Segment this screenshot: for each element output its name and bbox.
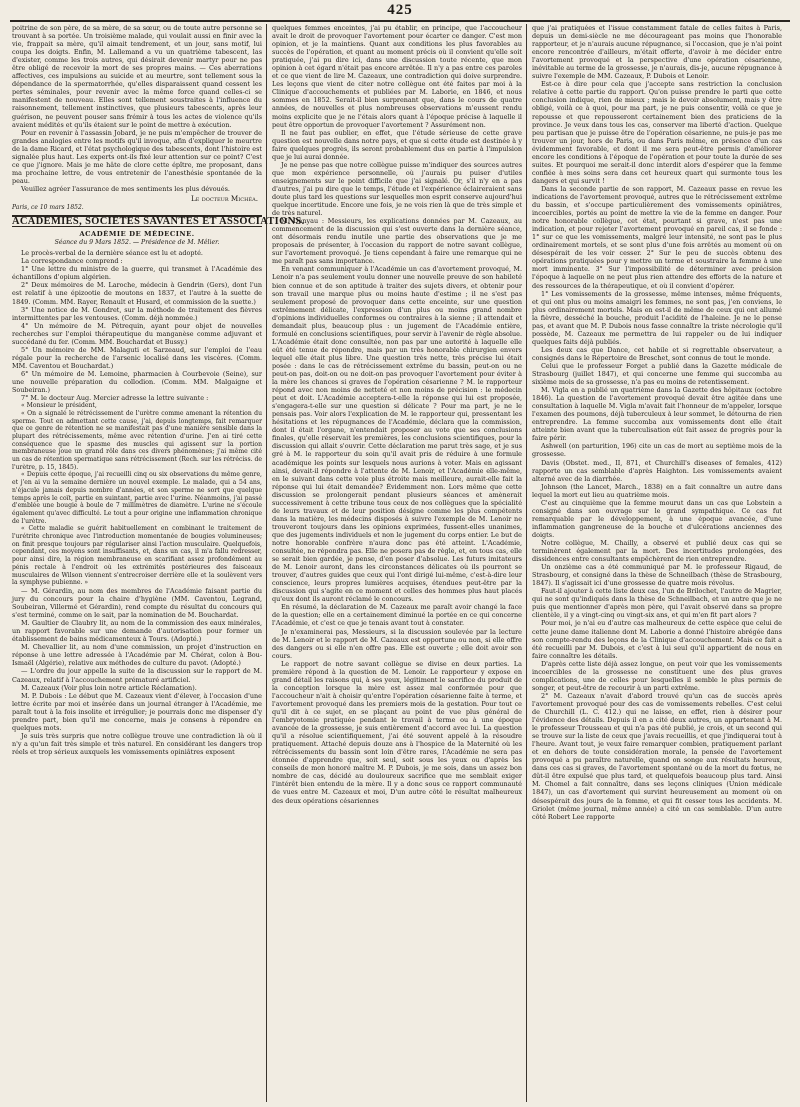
paragraph: Pour en revenir à l'assassin Jobard, je ne puis m'empêcher de trouver de grandes analogies entre les motifs qu'il invoque, afin d'expliquer le meurtre de la dame Ricard, et l'état psychologique des tabescents, dont l'histoire est signalée plus haut. Les experts ont-ils fixé leur attention sur ce point? C'est ce que j'ignore. Mais je me hâte de clore cette épître, me proposant, dans ma prochaine lettre, de vous entretenir de l'anesthésie spontanée de la peau.: [12, 128, 262, 185]
paragraph: — M. Gérardin, au nom des membres de l'Académie faisant partie du jury du concours pour la chaire d'hygiène (MM. Caventou, Legrand, Soubeiran, Villermé et Gérardin), rend compte du résultat du concours qui s'est terminé, comme on le sait, par la nomination de M. Bouchardat.: [12, 586, 262, 620]
paragraph: Il ne faut pas oublier, en effet, que l'étude sérieuse de cette grave question est nouvelle dans notre pays, et que si cette étude est destinée à y faire quelques progrès, ils seront probablement dus en partie à l'impulsion que je lui aurai donnée.: [272, 128, 522, 161]
minutes-item: 5° Un mémoire de MM. Malaguti et Sarzeaud, sur l'emploi de l'eau régale pour la recherche de l'arsenic localisé dans les viscères. (Comm. MM. Caventou et Bouchardat.): [12, 345, 262, 370]
letter-paragraph: « Monsieur le président,: [21, 402, 97, 410]
paragraph: En résumé, la déclaration de M. Cazeaux me paraît avoir changé la face de la question; elle en a certainement diminué la portée en ce qui concerne l'Académie, et c'est ce que je tenais avant tout à constater.: [272, 603, 522, 628]
paragraph: Je ne pense pas que notre collègue puisse m'indiquer des sources autres que mon expérience personnelle, où j'aurais pu puiser d'utiles enseignements sur le point difficile que j'ai signalé. Or, s'il n'y en a pas d'autres, j'ai pu dire que le temps, l'étude et l'expérience éclaireraient sans doute plus tard les questions sur lesquelles mon esprit conserve aujourd'hui quelque incertitude. Encore une fois, je ne vois rien là que de très simple et de très naturel.: [272, 160, 522, 218]
paragraph: Veuillez agréer l'assurance de mes sentiments les plus dévoués.: [21, 184, 230, 193]
paragraph: Pour moi, je n'ai eu d'autre cas malheureux de cette espèce que celui de cette jeune dame italienne dont M. Laborie a donné l'histoire abrégée dans son compte-rendu des leçons de la Clinique d'accouchement. Mais ce fait a été recueilli par M. Dubois, et c'est à lui seul qu'il appartient de nous en faire connaître les détails.: [532, 619, 782, 660]
paragraph: M. Danyau : Messieurs, les explications données par M. Cazeaux, au commencement de la discussion qui s'est ouverte dans la dernière séance, ont désormais rendu inutile une partie des observations que je me proposais de présenter, à l'occasion du rapport de notre savant collègue, sur l'avortement provoqué. Je tiens cependant à faire une remarque qui ne me paraît pas sans importance.: [272, 217, 522, 266]
paragraph: Davis (Obstet. med., II, 871, et Churchill's diseases of females, 412) rapporte un cas semblable d'après Haighton. Les vomissements avaient alterné avec de la diarrhée.: [532, 458, 782, 483]
column-divider: [526, 24, 527, 1102]
minutes-item: La correspondance comprend :: [21, 257, 123, 266]
letter-paragraph: « Depuis cette époque, j'ai recueilli cinq ou six observations du même genre, et j'en ai vu la semaine dernière un nouvel exemple. Le malade, qui a 54 ans, n'éjacule jamais depuis nombre d'années, et son sperme ne sort que quelque temps après le coït, partie en suintant, partie avec l'urine. Néanmoins, j'ai passé d'emblée une bougie à boule de 7 millimètres de diamètre. L'urine ne s'écoule également qu'avec difficulté. Le tout a pour origine une inflammation chronique de l'urètre.: [12, 471, 262, 525]
paragraph: Le rapport de notre savant collègue se divise en deux parties. La première répond à la question de M. Lenoir. Le rapporteur y expose en grand détail les raisons qui, à ses yeux, légitiment le sacrifice du produit de la conception lorsque la mère est assez mal conformée pour que l'accoucheur n'ait à choisir qu'entre l'opération césarienne faite à terme, et l'avortement provoqué dans les premiers mois de la gestation. Pour tout ce qu'il dit à ce sujet, en se plaçant au point de vue plus général de l'embryotomie pratiquée pendant le travail à terme ou à une époque avancée de la grossesse, je suis entièrement d'accord avec lui. La question qu'il a résolue scientifiquement, j'ai été souvent appelé à la résoudre pratiquement. Attaché depuis douze ans à l'hospice de la Maternité où les rétrécissements du bassin sont loin d'être rares, l'Académie ne sera pas étonnée d'apprendre que, soit seul, soit sous les yeux ou d'après les conseils de mon honoré maître M. P. Dubois, je me sois, dans un assez bon nombre de cas, décidé au douloureux sacrifice que me semblait exiger l'intérêt bien entendu de la mère. Il y a donc sous ce rapport communauté de vues entre M. Cazeaux et moi, D'un autre côté le résultat malheureux des deux opérations césariennes: [272, 659, 522, 805]
paragraph: M. P. Dubois : Le début que M. Cazeaux vient d'élever, à l'occasion d'une lettre écrite par moi et insérée dans un journal étranger à l'Académie, me paraît tout à la fois insolite et irrégulier; je pourrais donc me dispenser d'y prendre part, bien qu'il me concerne, mais je consens à répondre en quelques mots.: [12, 691, 262, 732]
letter-dateline: Paris, ce 10 mars 1852.: [12, 204, 84, 212]
paragraph: Je n'examinerai pas, Messieurs, si la discussion soulevée par la lecture de M. Lenoir et le rapport de M. Cazeaux est opportune ou non, si elle offre des dangers ou si elle n'en offre pas. Elle est ouverte ; elle doit avoir son cours.: [272, 627, 522, 660]
minutes-item: Le procès-verbal de la dernière séance est lu et adopté.: [21, 249, 203, 258]
paragraph: Celui que le professeur Forget a publié dans la Gazette médicale de Strasbourg (juillet 1847), et qui concerne une femme qui succomba au sixième mois de sa grossesse, n'a pas eu moins de retentissement.: [532, 361, 782, 387]
letter-paragraph: « Cette maladie se guérit habituellement en combinant le traitement de l'urétrite chronique avec l'introduction momentanée de bougies volumineuses; on finit presque toujours par régulariser ainsi l'action musculaire. Quelquefois, cependant, ces moyens sont insuffisants, et, dans un cas, il m'a fallu redresser, pour ainsi dire, la région membraneuse en scarifiant assez profondément au pénis rectale à l'endroit où les extrémités postérieures des faisceaux musculaires de Wilson viennent s'entrecroiser derrière elle et la soulèvent vers la symphyse pubienne. »: [12, 525, 262, 587]
paragraph: En venant communiquer à l'Académie un cas d'avortement provoqué, M. Lenoir n'a pas seulement voulu donner une nouvelle preuve de son habileté bien connue et de son aptitude à traiter des sujets divers, et obtenir pour son travail une marque plus ou moins haute d'estime ; il ne s'est pas seulement proposé de provoquer dans cette enceinte, sur une question extrêmement délicate, l'expression d'un plus ou moins grand nombre d'opinions individuelles conformes ou contraires à la sienne ; il attendait et demandait plus, beaucoup plus : un jugement de l'Académie entière, formulé en conclusions scientifiques, pour servir à l'avenir de règle absolue. L'Académie était donc consultée, non pas par une autorité à laquelle elle eût été tenue de répondre, mais par un très honorable chirurgien envers lequel elle était plus libre. Une question très nette, très précise lui était posée : dans le cas de rétrécissement extrême du bassin, peut-on ou ne peut-on pas, doit-on ou ne doit-on pas provoquer l'avortement pour éviter à la mère les chances si graves de l'opération césarienne ? M. le rapporteur répond avec non moins de netteté et non moins de précision : le médecin peut et doit. L'Académie acceptera-t-elle la réponse qui lui est proposée, s'engagera-t-elle sur une question si délicate ? Pour ma part, je ne le pensais pas. Voir alors l'explication de M. le rapporteur qui, pressentant les hésitations et les répugnances de l'Académie, déclara que la commission, dont il était l'organe, n'entendait proposer au vote que ses conclusions finales, qu'elle réservait les premières, les conclusions scientifiques, pour la discussion qui allait s'ouvrir. Cette déclaration me parut très sage, et je sus gré à M. le rapporteur du soin qu'il avait pris de réduire à une formule académique les points sur lesquels nous aurions à voter. Mais en agissant ainsi, devait-il répondre à l'attente de M. Lenoir, et l'Académie elle-même, en le suivant dans cette voie plus étroite mais meilleure, aurait-elle fait la réponse qui lui était demandée? Évidemment non. Lors même que cette discussion se prolongerait pendant plusieurs séances et amènerait successivement à cette tribune tous ceux de nos collègues que la spécialité de leurs travaux et de leur position désigne comme les plus compétents dans la matière, les médecins disposés à suivre l'exemple de M. Lenoir ne trouveront toujours dans les opinions exprimées, fussent-elles unanimes, que des jugements individuels et non le jugement du corps entier. Le but de notre honorable confrère n'aura donc pas été atteint. L'Académie, consultée, ne répondra pas. Elle ne posera pas de règle, et, en tous cas, elle se serait bien gardée, je pense, d'en poser d'absolue. Les futurs imitateurs de M. Lenoir auront, dans les circonstances délicates où ils pourront se trouver, d'autres guides que ceux qui l'ont dirigé lui-même, c'est-à-dire leur conscience, leurs propres lumières acquises, étendues peut-être par la discussion qui s'agite en ce moment et celles des hommes plus haut placés qu'eux dont ils auront réclamé le concours.: [272, 265, 522, 604]
paragraph: Faut-il ajouter à cette liste deux cas, l'un de Brilochet, l'autre de Magrier, qui ne sont qu'indiqués dans la thèse de Schneilbach, et un autre que je ne puis que mentionner d'après mon père, qui l'avait observé dans sa propre clientèle, il y a vingt-cinq ou vingt-six ans, et qui m'en fit part alors ?: [532, 587, 782, 620]
page-number: 425: [387, 2, 413, 18]
column-middle: [272, 24, 522, 1102]
paragraph: M. Gaultier de Claubry lit, au nom de la commission des eaux minérales, un rapport favorable sur une demande d'autorisation pour former un établissement de bains médicamenteux à Tours. (Adopté.): [12, 619, 262, 644]
minutes-item: 2° Deux mémoires de M. Laroche, médecin à Gendrin (Gers), dont l'un est relatif à une épizootie de moutons en 1837, et l'autre à la suette de 1849. (Comm. MM. Rayer, Renault et Husard, et commission de la suette.): [12, 281, 262, 306]
paragraph: M. Vigla en a publié un quatrième dans la Gazette des hôpitaux (octobre 1846). La question de l'avortement provoqué devait être agitée dans une consultation à laquelle M. Vigla m'avait fait l'honneur de m'appeler, lorsque l'examen des poumons, déjà tuberculeux à leur sommet, le détourna de rien entreprendre. La femme succomba aux vomissements dont elle était atteinte bien avant que la tuberculisation eût fait assez de progrès pour la faire périr.: [532, 386, 782, 443]
paragraph: Un onzième cas a été communiqué par M. le professeur Rigaud, de Strasbourg, et consigné dans la thèse de Schneilbach (thèse de Strasbourg, 1847). Il s'agissait ici d'une grossesse de quatre mois révolus.: [532, 563, 782, 588]
paragraph: quelques femmes enceintes, j'ai pu établir, en principe, que l'accoucheur avait le droit de provoquer l'avortement pour écarter ce danger. C'est mon opinion, et je la maintiens. Quant aux conditions les plus favorables au succès de l'opération, et quant au moment précis où il convient qu'elle soit pratiquée, j'ai pu dire ici, dans une discussion toute récente, que mon opinion à cet égard n'était pas encore arrêtée. Il n'y a pas entre ces paroles et ce que vient de lire M. Cazeaux, une contradiction qui doive surprendre. Les leçons que vient de citer notre collègue ont été faites par moi à la Clinique d'accouchements et publiées par M. Laborie, en 1846, et nous sommes en 1852. Serait-il bien surprenant que, dans le cours de quatre années, de nouvelles et plus nombreuses observations m'eussent rendu moins explicite que je ne l'étais alors quant à l'époque précise à laquelle il peut être opportun de provoquer l'avortement ? Assurément non.: [272, 24, 522, 129]
paragraph: poitrine de son père, de sa mère, de sa sœur, ou de toute autre personne se trouvant à sa portée. Un troisième malade, qui voulait aussi en finir avec la vie, frappait sa mère, qu'il aimait tendrement, et un jour, sans motif, lui coupa les doigts. Enfin, M. Lallemand a vu un quatrième tabescent, las d'exister, comme les trois autres, qui désirait devenir martyr pour ne pas être obligé de recevoir la mort de ses propres mains. — Ces aberrations affectives, ces impulsions au suicide et au meurtre, sont tellement sous la dépendance de la spermatorrhée, qu'elles disparaissent quand cessent les pertes séminales, pour revenir avec la même force quand celles-ci se manifestent de nouveau. Elles sont tellement soustraites à l'influence du raisonnement, tellement instinctives, que plusieurs tabescents, après leur guérison, ne peuvent pouser sans frémir à tous les actes de violence qu'ils avaient médités et qu'ils étaient sur le point de mettre à exécution.: [12, 24, 262, 129]
paragraph: M. Chevallier lit, au nom d'une commission, un projet d'instruction en réponse à une lettre adressée à l'Académie par M. Chérat, colon à Bou-Ismaël (Algérie), relative aux méthodes de culture du pavot. (Adopté.): [12, 643, 262, 668]
letter-signature: Le docteur Michéa.: [191, 193, 258, 203]
minutes-item: 3° Une notice de M. Gondret, sur la méthode de traitement des fièvres intermittentes par les ventouses. (Comm. déjà nommée.): [12, 305, 262, 322]
session-line: Séance du 9 Mars 1852. — Présidence de M. Mêlier.: [54, 239, 220, 247]
paragraph: Notre collègue, M. Chailly, a observé et publié deux cas qui se terminèrent également par la mort. Des incertitudes prolongées, des dissidences entre consultants empêchèrent de rien entreprendre.: [532, 539, 782, 564]
minutes-item: 7° M. le docteur Aug. Mercier adresse la lettre suivante :: [21, 394, 209, 403]
paragraph: 2° M. Cazeaux n'avait d'abord trouvé qu'un cas de succès après l'avortement provoqué pour des cas de vomissements rebelles. C'est celui de Churchill (L. C. 412.) qui ne laisse, en effet, rien à désirer pour l'évidence des détails. Depuis il en a cité deux autres, un appartenant à M. le professeur Trousseau et qui n'a pas été publié, je crois, et un second qui se trouve sur la liste de ceux que j'avais recueillis, et que j'indiquerai tout à l'heure. Avant tout, je veux faire remarquer combien, pratiquement parlant et en dehors de toute considération morale, la pensée de l'avortement provoqué a pu paraître naturelle, quand on songe aux résultats heureux, dans ces cas si graves, de l'avortement spontané ou de la mort du fœtus, ne dût-il être expulsé que plus tard, et quelquefois beaucoup plus tard. Ainsi M. Chomel a fait connaître, dans ses leçons cliniques (Union médicale 1847), un cas d'avortement qui survint heureusement au moment où on désespérait des jours de la femme, et qui fit cesser tous les accidents. M. Griolet (même journal, même année) a cité un cas semblable. D'un autre côté Robert Lee rapporte: [532, 691, 782, 821]
paragraph: — L'ordre du jour appelle la suite de la discussion sur le rapport de M. Cazeaux, relatif à l'accouchement prématuré artificiel.: [12, 667, 262, 684]
paragraph: D'après cette liste déjà assez longue, on peut voir que les vomissements incoercibles de la grossesse ne constituent une des plus graves complications, une de celles pour lesquelles il semble le plus permis de songer, et peut-être de recourir à un parti extrême.: [532, 659, 782, 692]
paragraph: C'est au cinquième que la femme mourut dans un cas que Lobstein a consigné dans son ouvrage sur le grand sympathique. Ce cas fut remarquable par le développement, à une époque avancée, d'une inflammation gangreneuse de la bouche et d'ulcérations anciennes des doigts.: [532, 498, 782, 539]
minutes-item: 1° Une lettre du ministre de la guerre, qui transmet à l'Académie des échantillons d'opium algérien.: [12, 265, 262, 282]
paragraph: Je suis très surpris que notre collègue trouve une contradiction là où il n'y a qu'un fait très simple et très naturel. En considérant les dangers trop réels et trop sérieux auxquels les vomissements opiniâtres exposent: [12, 731, 262, 756]
paragraph: 1° Les vomissements de la grossesse, même intenses, même fréquents, et qui ont plus ou moins amaigri les femmes, ne sont pas, j'en conviens, le plus ordinairement mortels. Mais en est-il de même de ceux qui ont allumé la fièvre, desséché la bouche, produit l'acidité de l'haleine. Je ne le pense pas, et avant que M. P. Dubois nous fasse connaître la triste nécrologie qu'il possède, M. Cazeaux me permettra de lui rappeler ou de lui indiquer quelques faits déjà publiés.: [532, 289, 782, 346]
minutes-item: 4° Un mémoire de M. Pétrequin, ayant pour objet de nouvelles recherches sur l'emploi thérapeutique du manganèse comme adjuvant et succédané du fer. (Comm. MM. Bouchardat et Bussy.): [12, 321, 262, 346]
paragraph: Les deux cas que Dance, cet habile et si regrettable observateur, a consignés dans le Répertoire de Breschet, sont connus de tout le monde.: [532, 345, 782, 362]
minutes-item: 6° Un mémoire de M. Lemoine, pharmacien à Courbevoie (Seine), sur une nouvelle préparation du collodion. (Comm. MM. Malgaigne et Soubeiran.): [12, 369, 262, 395]
paragraph: Ashwell (on parturition, 196) cite un cas de mort au septième mois de la grossesse.: [532, 442, 782, 459]
paragraph: M. Cazeaux (Voir plus loin notre article Réclamation).: [21, 683, 197, 692]
paragraph: Dans la seconde partie de son rapport, M. Cazeaux passe en revue les indications de l'avortement provoqué, autres que le rétrécissement extrême du bassin, et s'occupe particulièrement des vomissements opiniâtres, incoercibles, portés au point de mettre la vie de la femme en danger. Pour notre honorable collègue, cet état, pourtant si grave, n'est pas une indication, et pour rejeter l'avortement provoqué en pareil cas, il se fonde : 1° sur ce que les vomissements, malgré leur intensité, ne sont pas le plus ordinairement mortels, et se sont plus d'une fois arrêtés au moment où on désespérait de les voir cesser. 2° Sur le peu de succès obtenu des opérations pratiquées pour y mettre un terme et soustraire la femme à une mort imminente. 3° Sur l'impossibilité de déterminer avec précision l'époque à laquelle on ne peut plus rien attendre des efforts de la nature et des ressources de la thérapeutique, et où il convient d'opérer.: [532, 184, 782, 290]
letter-paragraph: « On a signalé le rétrécissement de l'urètre comme amenant la rétention du sperme. Tout en admettant cette cause, j'ai, depuis longtemps, fait remarquer que ce genre de rétention ne se manifestait pas d'une manière sensible dans la plupart des rétrécissements, même avec rétention d'urine. J'en ai tiré cette conséquence que le spasme des muscles qui agissent sur la portion membraneuse joue un grand rôle dans ces divers phénomènes; j'ai même cité un cas de rétention spermatique sans rétrécissement (Rech. sur les rétréciss. de l'urètre, p. 15, 1845).: [12, 409, 262, 471]
academy-heading: ACADÉMIE DE MÉDECINE.: [79, 230, 195, 239]
column-right: [532, 24, 782, 1102]
column-divider: [266, 24, 267, 1102]
paragraph: que j'ai pratiquées et l'issue constamment fatale de celles faites à Paris, depuis un demi-siècle ne me décourageant pas moins que l'honorable rapporteur, et je n'aurais aucune répugnance, si l'occasion, que je n'ai point encore rencontrée d'ailleurs, m'était offerte, d'avoir à me décider entre l'avortement provoqué et la perspective d'une opération césarienne, inévitable au terme de la grossesse, je n'aurais, dis-je, aucune répugnance à suivre l'exemple de MM. Cazeaux, P. Dubois et Lenoir.: [532, 24, 782, 81]
paragraph: Est-ce à dire pour cela que j'accepte sans restriction la conclusion relative à cette partie du rapport. Qu'on puisse prendre le parti que cette conclusion indique, rien de mieux ; mais le devoir absolument, mais y être obligé, voilà ce à quoi, pour ma part, je ne puis consentir, voilà ce que je repousse et que repousseront certainement bien des praticiens de la province. Je veux dans tous les cas, conserver ma liberté d'action. Quelque peu partisan que je puisse être de l'opération césarienne, ne puis-je pas me trouver un jour, hors de Paris, ou dans Paris même, en présence d'un cas évidemment favorable, et dont il me sera peut-être permis d'améliorer encore les conditions à l'époque de l'opération et pour toute la durée de ses suites. Et pourquoi me serait-il donc interdit alors d'espérer que la femme confiée à mes soins sera dans cet heureux quart qui surmonte tous les dangers et qui survit !: [532, 80, 782, 185]
column-left: [12, 24, 305, 1102]
header-rule: [10, 20, 790, 22]
section-title: ACADÉMIES, SOCIÉTÉS SAVANTES ET ASSOCIATIONS.: [12, 216, 305, 228]
paragraph: Johnson (the Lancet, March., 1838) en a fait connaître un autre dans lequel la mort eut lieu au quatrième mois.: [532, 482, 782, 499]
